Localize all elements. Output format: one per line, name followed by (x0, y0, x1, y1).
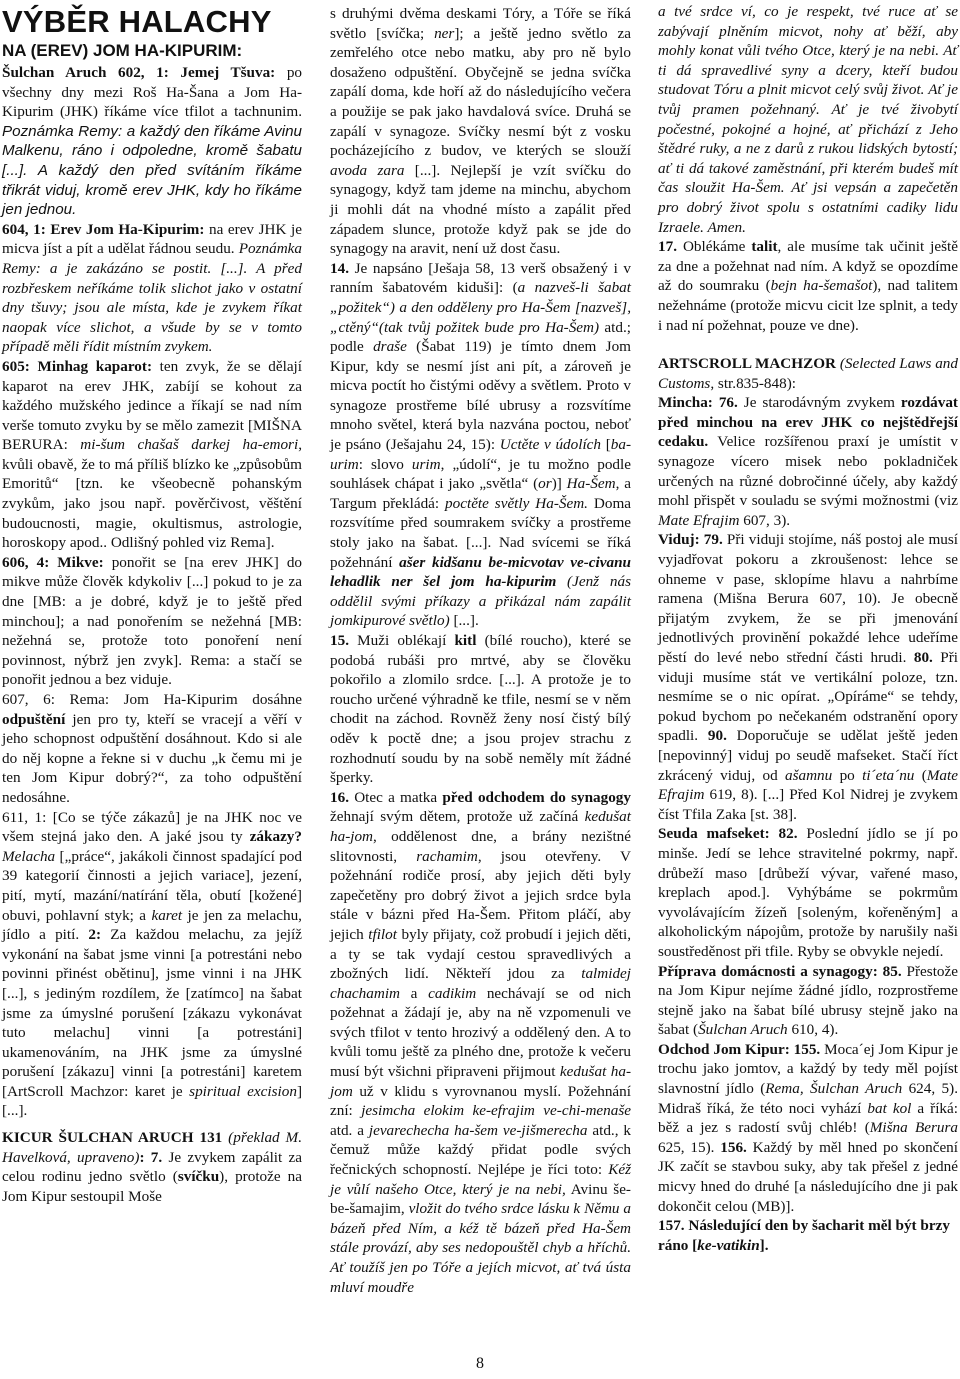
source-heading: ARTSCROLL MACHZOR (658, 355, 836, 373)
law-number: 14. (330, 259, 349, 277)
section-subtitle: NA (EREV) JOM HA-KIPURIM: (2, 41, 243, 60)
source-heading: KICUR ŠULCHAN ARUCH 131 (2, 1129, 223, 1147)
paragraph-611: 611, 1: [Co se týče zákazů] je na JHK noc ve všem stejná jako den. A jaké jsou ty zákazy? Melacha [„práce“, jakákoli činnost spadající pod 39 kategorií činnosti a jejich variace], jezení, pití, mytí, mazání/natírání těla, obutí [kožené] obuvi, pohlavní styk; a karet je jen za melachu, jídlo a pití. 2: Za každou melachu, za jejíž vykonání na šabat jsme vinni [a potrestáni nebo povinni přinést obětinu], jsme vinni i na JHK [...], s jediným rozdílem, že [zatímco] na šabat jsme za úmyslné porušení [zákazu vykonávat tuto melachu] vinni [a potrestáni] ukamenováním, na JHK jsme za úmyslné porušení [zákazu] vinni [a potrestáni] karetem [ArtScroll Machzor: karet je spiritual excision][...]. (2, 808, 302, 1120)
paragraph-odchod: Odchod Jom Kipur: 155. Moca´ej Jom Kipur je trochu jako jomtov, a každý by tedy měl pojíst slavnostní jídlo (Rema, Šulchan Aruch 624, 5). Midraš říká, že této noci vyhází bat kol a říká: běž a jez s radostí svůj chléb! (Mišna Berura 625, 15). 156. Každý by měl hned po skončení JK začít se stavbou suky, aby tak přešel z jedné micvy hned do druhé [a následujícího dne ji pak dokončit celou (MB)]. (658, 1040, 959, 1215)
law-number: 17. (658, 238, 677, 256)
page-number: 8 (476, 1355, 484, 1372)
page-title: VÝBĚR HALACHY (2, 4, 272, 39)
paragraph-mincha: Mincha: 76. Je starodávným zvykem rozdávat před minchou na erev JHK co nejštědřejší cedaku. Velice rozšířenou praxí je umístit v synagoze vícero misek nebo pokladniček určených na různé dobročinné účely, aby každý mohl přispět v souladu se svými možnostmi (viz Mate Efrajim 607, 3). (658, 394, 958, 529)
paragraph-kicur: KICUR ŠULCHAN ARUCH 131 (překlad M. Havelková, upraveno): 7. Je zvykem zapálit za celou rodinu jedno světlo (svíčku), protože na Jom Kipur sestoupil Moše (2, 1129, 302, 1205)
paragraph-priprava: Příprava domácnosti a synagogy: 85. Přestože na Jom Kipur nejíme žádné jídlo, rozprostřeme stejně jako na šabat bílé ubrusy stejně jako na šabat (Šulchan Aruch 610, 4). (658, 962, 958, 1039)
column-middle (330, 4, 631, 1297)
paragraph-16: 16. Otec a matka před odchodem do synagogy žehnají svým dětem, protože už začíná kedušat ha-jom, oddělenost dne, a brány nezištné slitovnosti, rachamim, jsou otevřeny. V požehnání rodiče prosí, aby jejich děti byly zapečetěny pro dobrý život a jejich srdce byla stále v bázni před Ha-Šem. Přitom pláčí, aby jejich tfilot byly přijaty, což probudí i jejich děti, a ty se tak vydají cestou spravedlivých a zbožných lidí. Někteří jdou za talmidej chachamim a cadikim nechávají se od nich požehnat a žádají je, aby na ně vzpomenuli ve svých tfilot v tento hrozivý a oddělený den. A to kvůli tomu ještě za plného dne, protože k večeru musí být všichni připraveni přijmout kedušat ha-jom už v klidu s vyrovnanou myslí. Požehnání zní: jesimcha elokim ke-efrajim ve-chi-menaše atd. a jevarechecha ha-šem ve-jišmerecha atd., k čemuž může každý přidat podle svých řečnických schopností. Nejlépe je říci toto: Kéž je vůlí našeho Otce, který je na nebi, Avinu še-be-šamajim, vložit do tvého srdce lásku k Němu a bázeň před Ním, a kéž tě bázeň před Ha-Šem stále provází, aby ses nedopouštěl chyb a hříchů. Ať toužíš jen po Tóře a jejích micvot, ať tvá ústa mluví moudře (330, 788, 632, 1296)
law-number: 16. (330, 788, 349, 806)
law-number: 607, 6 (2, 691, 51, 708)
paragraph-606: 606, 4: Mikve: ponořit se [na erev JHK] do mikve může člověk kdykoliv [...] pokud to je za dne [MB: a je dobré, když je to ještě před minchou]; a nad ponořením se nežehná [MB: nežehná se, protože toto ponoření není povinnost, nýbrž jen zvyk]. Rema: a stačí se ponořit jednou a bez viduje. (2, 553, 303, 689)
column-right (658, 2, 958, 1255)
paragraph-602: Šulchan Aruch 602, 1: Jemej Tšuva: po všechny dny mezi Roš Ha-Šana a Jom Ha-Kipurim (JHK) říkáme více tfilot a tachnunim. Poznámka Remy: a každý den říkáme Avinu Malkenu, ráno i odpoledne, kromě šabatu [...]. A každý den před svítáním říkáme třikrát viduj, kromě erev JHK, kdy ho říkáme jen jednou. (2, 64, 303, 219)
law-heading: 605: Minhag kaparot: (2, 357, 153, 375)
paragraph-seuda: Seuda mafseket: 82. Poslední jídlo se jí po minše. Jedí se lehce stravitelné pokrmy, např. drůbeží maso [drůbeží vývar, vařené maso, kreplach apod.]. Vyhýbáme se pokrmům vyvolávajícím žízeň [soleným, kořeněným] a alkoholickým nápojům, protože by narušily naši soustředěnost při tfile. Ryby se obvykle nejedí. (658, 825, 958, 960)
paragraph-157: 157. Následující den by šacharit měl být brzy ráno [ke-vatikin]. (658, 1217, 950, 1254)
paragraph-blessing: a tvé srdce ví, co je respekt, tvé ruce ať se zabývají plněním micvot, nohy ať běží, aby mohly konat vůli tvého Otce, který je na nebi. Ať ti dá spravedlivé syny a dcery, kteří budou studovat Tóru a plnit micvot celý svůj život. Ať je tvůj pramen požehnaný. Ať je tvé živobytí počestné, pokojné a hojné, ať přichází z Jeho štědré ruky, a ne z darů z rukou lidských bytostí; ať ti dá takové zaměstnání, při kterém budeš mít čas sloužit Ha-Šem. Ať jsi vepsán a zapečetěn pro dobrý život spolu s ostatními cadiky lidu Izraele. Amen. (658, 3, 958, 236)
paragraph-15: 15. Muži oblékají kitl (bílé roucho), které se podobá rubáši pro mrtvé, aby se člověku pokořilo a zlomilo srdce. [...]. A protože je to roucho určené výhradně ke tfile, nesmí se v něm chodit na záchod. Rovněž ženy nosí čistý bílý oděv k poctě dne; a jsou projev strachu z rozhodnutí soudu by na sobě neměly mít žádné šperky. (330, 632, 631, 787)
law-number: 611, 1 (2, 808, 43, 826)
paragraph-17: 17. Oblékáme talit, ale musíme tak učinit ještě za dne a požehnat nad ním. A když se opozdíme až do soumraku (bejn ha-šemašot), nad talitem nežehnáme (protože micvu cicit lze splnit, a tedy i nad ní požehnat, pouze ve dne). (658, 238, 959, 334)
paragraph-candles: s druhými dvěma deskami Tóry, a Tóře se říká světlo [svíčka; ner]; a ještě jedno světlo za zemřelého otce nebo matku, aby pro ně bylo dosaženo odpuštění. Obyčejně se jedna svíčka zapálí doma, kde hoří až do následujícího večera a použije se pak jako havdalová svíce. Druhá se zapálí v synagoze. Svíčky nesmí být z vosku pocházejícího z budov, ve kterých se slouží avoda zara [...]. Nejlepší je vzít svíčku do synagogy, když tam jdeme na minchu, abychom ji mohli dát na vhodné místo a zapálit před západem slunce, protože když pak se jde do synagogy na aravit, není už dost času. (330, 5, 631, 258)
paragraph-artscroll-heading: ARTSCROLL MACHZOR (Selected Laws and Customs, str.835-848): (658, 355, 958, 392)
paragraph-14: 14. Je napsáno [Ješaja 58, 13 verš obsažený i v ranním šabatovém kiduši]: (a nazveš-li šabat „požitek“) a den odděleny pro Ha-Šem [nazveš],„ctěný“(tak tvůj požitek bude pro Ha-Šem) atd.; podle draše (Šabat 119) je tímto dnem Jom Kipur, kdy se nesmí jíst ani pít, a zároveň je micva poctít ho čistými oděvy a světlem. Proto v synagoze prostřeme bílé ubrusy a rozsvítíme mnoho světel, která byla nazvána poctou, neboť je psáno (Ješajahu 24, 15): Uctěte v údolích [ba-urim: slovo urim, „údolí“, je tu možno podle souhlásek chápat i jako „světla“ (or)] Ha-Šem, a Targum překládá: poctěte světly Ha-Šem. Doma rozsvítíme před soumrakem svíčky a prostřeme stoly jako na šabat. [...]. Nad svícemi se říká požehnání ašer kidšanu be-micvotav ve-civanu lehadlik ner šel jom ha-kipurim (Jenž nás oddělil svými příkazy a přikázal nám zapálit jomkipurové světlo) [...]. (330, 259, 631, 630)
paragraph-607: 607, 6: Rema: Jom Ha-Kipurim dosáhne odpuštění jen pro ty, kteří se vracejí a věří v jeho schopnost odpuštění dosáhnout. Kdo si ale do něj kopne a řekne si v duchu „k čemu mi je ten Jom Kipur dobrý?“, za toho odpuštění nedosáhne. (2, 691, 302, 806)
paragraph-604: 604, 1: Erev Jom Ha-Kipurim: na erev JHK je micva jíst a pít a udělat řádnou seudu. Poznámka Remy: a je zakázáno se postit. [...]. A před rozbřeskem neříkáme tolik slichot jako v ostatní dny tšuvy; jsou ale místa, kde je zvykem říkat naopak více slichot, a všude by se v tomto případě měli řídit místním zvykem. (2, 220, 302, 356)
paragraph-viduj: Viduj: 79. Při viduji stojíme, náš postoj ale musí vyjadřovat pokoru a zkroušenost: lehce se ohneme v pase, sklopíme hlavu a nahrbíme ramena (Mišna Berura 607, 10). Je obecně přijatým zvykem, že se při jmenování jednotlivých provinění pokaždé lehce udeříme pěstí do levé nebo střední části hrudi. 80. Při viduji musíme stát ve vertikální poloze, tzn. nesmíme se o nic opírat. „Opíráme“ se tehdy, pokud bychom po nečekaném odstranění opory spadli. 90. Doporučuje se udělat ještě jeden [nepovinný] viduj po seudě mafseket. Stačí říct zkrácený viduj, od ašamnu po ti´eta´nu (Mate Efrajim 619, 8). [...] Před Kol Nidrej je zvykem číst Tfila Zaka [st. 38]. (658, 531, 959, 823)
column-left (2, 4, 302, 1206)
law-heading: Šulchan Aruch 602, 1: Jemej Tšuva: (2, 64, 276, 81)
law-number: 15. (330, 632, 349, 649)
paragraph-605: 605: Minhag kaparot: ten zvyk, že se dělají kaparot na erev JHK, zabíjí se kohout za každého mužského jedince a říkají se nad ním verše tomuto zvyku by se mělo zamezit [MIŠNA BERURA: mi-šum chašaš darkej ha-emori, kvůli obavě, že to má příliš blízko ke „způsobům Emoritů“ [tzn. ke všeobecně pohanským zvykům, jako jsou např. pověrčivost, věštění budoucnosti, magie, okultismus, astrologie, horoskopy apod.. Odlišný pohled viz Rema]. (2, 357, 302, 552)
law-heading: 604, 1: Erev Jom Ha-Kipurim: (2, 220, 205, 238)
law-heading: 606, 4: Mikve: (2, 553, 104, 571)
